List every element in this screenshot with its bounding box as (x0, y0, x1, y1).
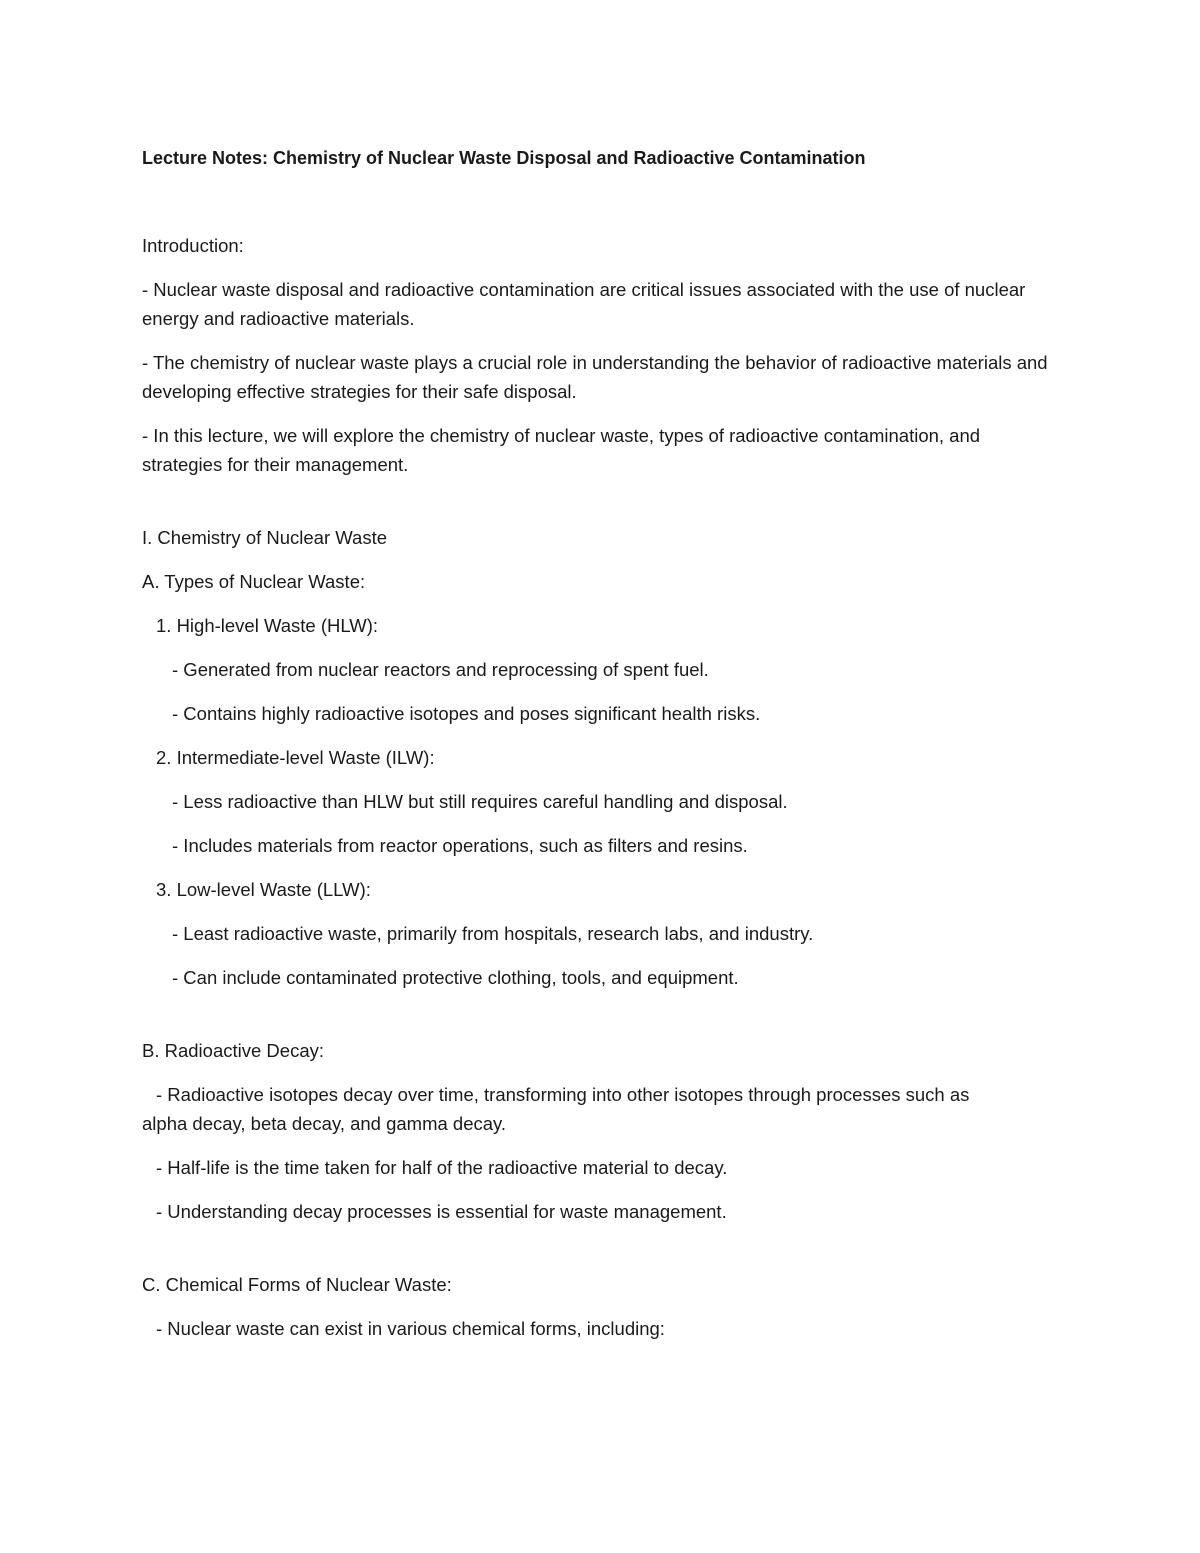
subsection-c-heading: C. Chemical Forms of Nuclear Waste: (142, 1274, 452, 1295)
intro-point-2: - The chemistry of nuclear waste plays a crucial role in understanding the behavior of radioactive materials and developing effective strategies for their safe disposal. (142, 352, 1048, 402)
decay-point-1 (142, 1080, 1057, 1138)
introduction-heading: Introduction: (142, 235, 244, 256)
ilw-point-2: - Includes materials from reactor operations, such as filters and resins. (172, 835, 748, 856)
subsection-b-heading: B. Radioactive Decay: (142, 1040, 325, 1061)
decay-point-2: - Half-life is the time taken for half of the radioactive material to decay. (156, 1157, 728, 1178)
llw-point-1: - Least radioactive waste, primarily from hospitals, research labs, and industry. (172, 923, 814, 944)
intro-point-3: - In this lecture, we will explore the chemistry of nuclear waste, types of radioactive contamination, and strategies for their management. (142, 425, 981, 475)
waste-type-ilw-label: 2. Intermediate-level Waste (ILW): (156, 747, 435, 768)
waste-type-hlw-label: 1. High-level Waste (HLW): (156, 615, 379, 636)
subsection-a-heading: A. Types of Nuclear Waste: (142, 571, 366, 592)
section-1-heading: I. Chemistry of Nuclear Waste (142, 527, 388, 548)
hlw-point-2: - Contains highly radioactive isotopes and poses significant health risks. (172, 703, 761, 724)
chemical-forms-point-1: - Nuclear waste can exist in various chemical forms, including: (156, 1318, 665, 1339)
intro-point-1: - Nuclear waste disposal and radioactive contamination are critical issues associated with the use of nuclear energy and radioactive materials. (142, 279, 1026, 329)
decay-point-3: - Understanding decay processes is essential for waste management. (156, 1201, 727, 1222)
document-content (142, 144, 1057, 1343)
waste-type-llw-label: 3. Low-level Waste (LLW): (156, 879, 371, 900)
hlw-point-1: - Generated from nuclear reactors and reprocessing of spent fuel. (172, 659, 709, 680)
llw-point-2: - Can include contaminated protective clothing, tools, and equipment. (172, 967, 739, 988)
decay-point-1-line-2: alpha decay, beta decay, and gamma decay. (142, 1113, 507, 1134)
document-title: Lecture Notes: Chemistry of Nuclear Waste Disposal and Radioactive Contamination (142, 148, 866, 168)
decay-point-1-line-1: - Radioactive isotopes decay over time, transforming into other isotopes through processes such as (156, 1084, 970, 1105)
ilw-point-1: - Less radioactive than HLW but still requires careful handling and disposal. (172, 791, 788, 812)
